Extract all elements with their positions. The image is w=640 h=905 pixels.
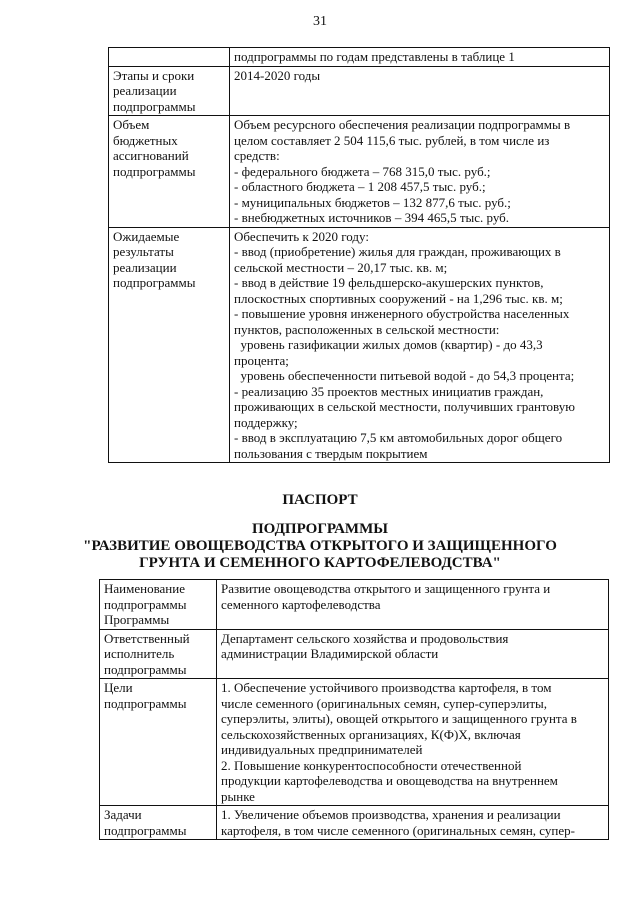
row-label (109, 48, 230, 67)
text-line: Ответственный (104, 630, 190, 646)
text-line: подпрограммы (113, 275, 196, 290)
text-line: Развитие овощеводства открытого и защищенного грунта и (221, 581, 551, 596)
text-line: подпрограммы (113, 163, 196, 179)
text-line: бюджетных (113, 132, 178, 148)
row-label-executor (100, 629, 217, 679)
text-line: ПОДПРОГРАММЫ (252, 521, 388, 537)
text-line: Программы (104, 612, 170, 627)
text-line: результаты (113, 244, 174, 259)
table-row (109, 227, 610, 463)
table-row (100, 580, 609, 630)
text-line: Этапы и сроки (113, 67, 195, 83)
text-line: суперэлиты, элиты), овощей открытого и защищенного грунта в (221, 711, 577, 726)
table-row (100, 629, 609, 679)
text-line: подпрограммы по годам представлены в таблице 1 (234, 49, 515, 64)
text-line: - реализацию 35 проектов местных инициатив граждан, (234, 383, 544, 399)
row-content-tasks (217, 806, 609, 840)
text-line: индивидуальных предпринимателей (221, 742, 423, 757)
text-line: - повышение уровня инженерного обустройства населенных (234, 306, 570, 321)
text-line: 2. Повышение конкурентоспособности отечественной (221, 757, 522, 773)
row-content-budget (230, 116, 610, 228)
table-row (109, 48, 610, 67)
text-line: ГРУНТА И СЕМЕННОГО КАРТОФЕЛЕВОДСТВА" (139, 555, 501, 571)
row-label-stages (109, 66, 230, 116)
text-line: Задачи (104, 807, 142, 822)
text-line: реализации (113, 83, 177, 98)
row-label-goals (100, 679, 217, 806)
text-line: Наименование (104, 581, 185, 596)
text-line: числе семенного (оригинальных семян, супер-суперэлиты, (221, 695, 548, 711)
table-row (109, 116, 610, 228)
row-content-goals (217, 679, 609, 806)
text-line: семенного картофелеводства (221, 596, 381, 612)
row-label-tasks (100, 806, 217, 840)
text-line: Объем ресурсного обеспечения реализации подпрограммы в (234, 117, 571, 132)
text-line: картофеля, в том числе семенного (оригинальных семян, супер- (221, 822, 575, 838)
text-line: ассигнований (113, 148, 189, 163)
subprogram-heading (0, 521, 640, 572)
text-line: Ожидаемые (113, 228, 180, 244)
text-line: Цели (104, 680, 133, 695)
text-line: целом составляет 2 504 115,6 тыс. рублей, в том числе из (234, 132, 550, 148)
row-label-expected-results (109, 227, 230, 463)
text-line: "РАЗВИТИЕ ОВОЩЕВОДСТВА ОТКРЫТОГО И ЗАЩИЩЕННОГО (83, 538, 557, 554)
table-row (100, 679, 609, 806)
subprogram-passport-table (99, 579, 609, 840)
text-line: уровень обеспеченности питьевой водой - до 54,3 процента; (234, 368, 575, 383)
text-line: 2014-2020 годы (234, 67, 321, 83)
page-number: 31 (313, 14, 327, 29)
text-line: - внебюджетных источников – 394 465,5 тыс. руб. (234, 210, 510, 225)
text-line: поддержку; (234, 414, 298, 430)
text-line: сельскохозяйственных организациях, К(Ф)Х, включая (221, 726, 521, 742)
text-line: Объем (113, 117, 150, 132)
text-line: подпрограммы (104, 596, 187, 612)
row-content-name (217, 580, 609, 630)
text-line: - ввод в эксплуатацию 7,5 км автомобильных дорог общего (234, 430, 563, 445)
text-line: подпрограммы (104, 822, 187, 838)
text-line: - ввод в действие 19 фельдшерско-акушерских пунктов, (234, 275, 544, 290)
text-line: сельской местности – 20,17 тыс. кв. м; (234, 259, 448, 275)
text-line: реализации (113, 259, 177, 275)
text-line: подпрограммы (104, 661, 187, 677)
row-content (230, 48, 610, 67)
text-line: 1. Увеличение объемов производства, хранения и реализации (221, 807, 561, 822)
text-line: плоскостных спортивных сооружений - на 1,296 тыс. кв. м; (234, 290, 563, 306)
text-line: подпрограммы (113, 98, 196, 114)
text-line: уровень газификации жилых домов (квартир) - до 43,3 (234, 337, 543, 352)
text-line: средств: (234, 148, 280, 163)
row-label-name (100, 580, 217, 630)
passport-title: ПАСПОРТ (282, 492, 358, 508)
text-line: 1. Обеспечение устойчивого производства картофеля, в том (221, 680, 552, 695)
text-line: исполнитель (104, 646, 175, 661)
row-content-executor (217, 629, 609, 679)
text-line: процента; (234, 352, 289, 368)
row-content-stages (230, 66, 610, 116)
text-line: подпрограммы (104, 695, 187, 711)
text-line: пунктов, расположенных в сельской местности: (234, 321, 500, 337)
text-line: пользования с твердым покрытием (234, 445, 428, 461)
text-line: продукции картофелеводства и овощеводства на внутреннем (221, 773, 558, 788)
text-line: - ввод (приобретение) жилья для граждан, проживающих в (234, 244, 561, 259)
text-line: администрации Владимирской области (221, 646, 439, 661)
text-line: - областного бюджета – 1 208 457,5 тыс. руб.; (234, 179, 486, 194)
row-content-expected-results (230, 227, 610, 463)
text-line: Департамент сельского хозяйства и продовольствия (221, 630, 509, 646)
table-row (100, 806, 609, 840)
text-line: проживающих в сельской местности, получивших грантовую (234, 399, 575, 414)
row-label-budget (109, 116, 230, 228)
text-line: Обеспечить к 2020 году: (234, 228, 369, 244)
text-line: - муниципальных бюджетов – 132 877,6 тыс. руб.; (234, 194, 511, 210)
table-row (109, 66, 610, 116)
top-passport-table (108, 47, 610, 463)
text-line: - федерального бюджета – 768 315,0 тыс. руб.; (234, 163, 491, 179)
text-line: рынке (221, 788, 255, 804)
